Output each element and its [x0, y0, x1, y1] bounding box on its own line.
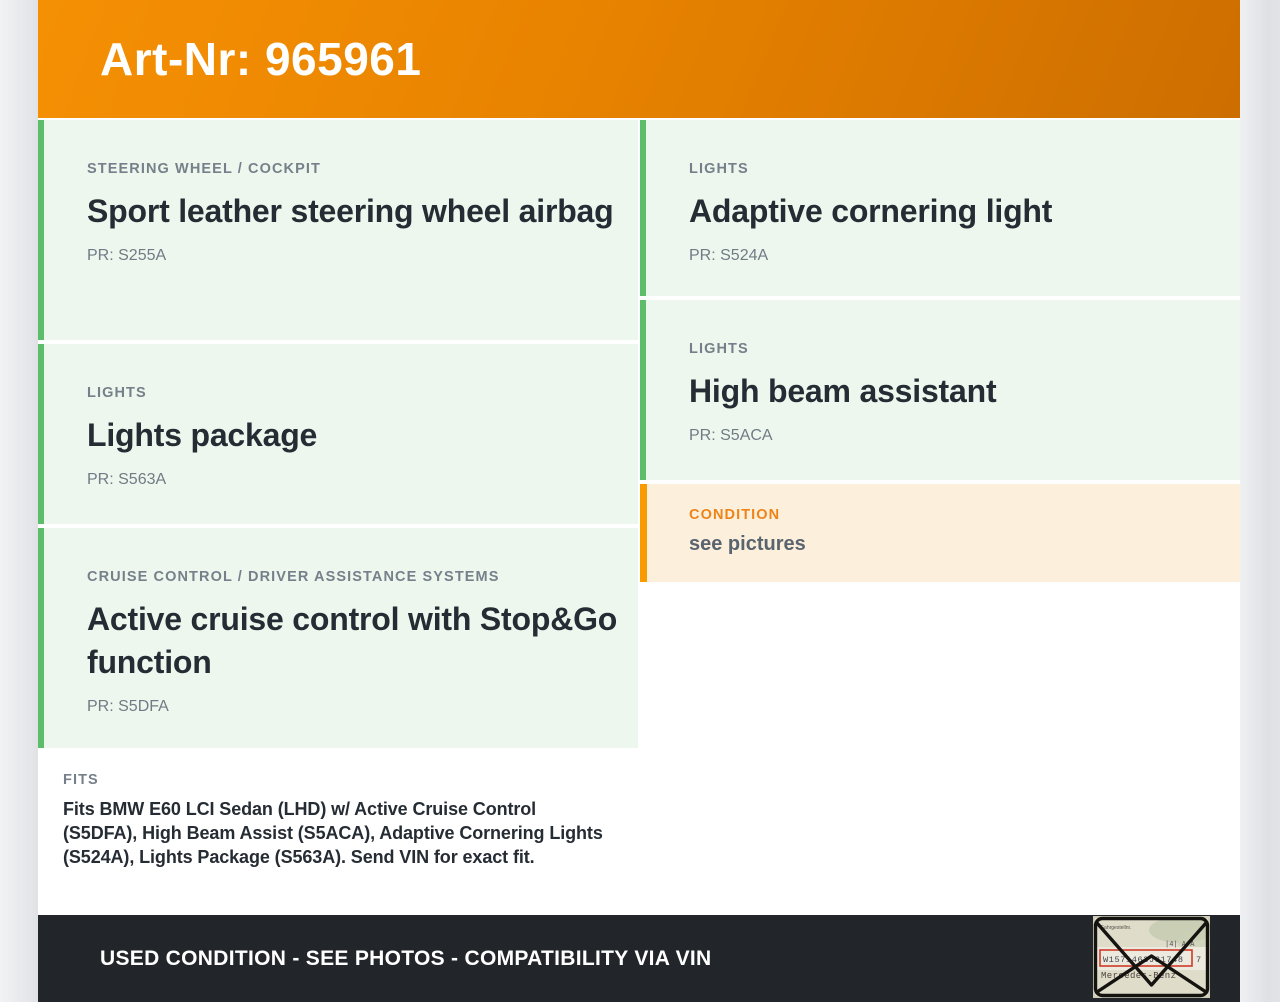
right-column	[640, 120, 1240, 915]
feature-card-cornering-light	[640, 120, 1240, 296]
fits-text: Fits BMW E60 LCI Sedan (LHD) w/ Active Cruise Control (S5DFA), High Beam Assist (S5ACA), Adaptive Cornering Lights (S524A), Lights Package (S563A). Send VIN for exact fit.	[63, 799, 603, 867]
feature-pr-code: PR: S255A	[87, 247, 167, 264]
feature-pr-code: PR: S563A	[87, 471, 167, 488]
footer-text: USED CONDITION - SEE PHOTOS - COMPATIBILITY VIA VIN	[100, 946, 712, 970]
feature-columns	[38, 118, 1240, 915]
feature-category: LIGHTS	[689, 341, 749, 357]
feature-title: High beam assistant	[689, 373, 997, 409]
vin-suffix: 7	[1196, 955, 1202, 965]
fits-label: FITS	[63, 772, 99, 788]
feature-category: CRUISE CONTROL / DRIVER ASSISTANCE SYSTEMS	[87, 569, 500, 585]
listing-page	[38, 0, 1240, 1002]
feature-card-cruise-control	[38, 528, 638, 748]
feature-card-lights-package	[38, 344, 638, 524]
page-left-margin	[0, 0, 38, 1002]
feature-category: LIGHTS	[87, 385, 147, 401]
feature-title: Active cruise control with Stop&Go function	[87, 601, 618, 680]
footer-bar	[38, 915, 1240, 1002]
feature-card-steering-wheel	[38, 120, 638, 340]
feature-title: Lights package	[87, 417, 318, 453]
vin-document-image	[1093, 916, 1210, 998]
feature-pr-code: PR: S524A	[689, 247, 769, 264]
feature-pr-code: PR: S5ACA	[689, 427, 773, 444]
condition-card	[640, 484, 1240, 582]
page-right-margin	[1240, 0, 1280, 1002]
feature-pr-code: PR: S5DFA	[87, 698, 169, 715]
feature-card-high-beam	[640, 300, 1240, 480]
brand-text: Mercedes-Benz	[1101, 971, 1177, 981]
feature-category: STEERING WHEEL / COCKPIT	[87, 161, 321, 177]
article-number-title: Art-Nr: 965961	[100, 33, 422, 85]
condition-value: see pictures	[689, 533, 806, 555]
left-column	[38, 120, 638, 915]
feature-category: LIGHTS	[689, 161, 749, 177]
condition-label: CONDITION	[689, 507, 781, 523]
vin-text: W1571463J31748	[1103, 955, 1184, 965]
document-field-label: Fahrgestellnr.	[1101, 925, 1132, 931]
document-code: |4| A/A	[1165, 941, 1195, 949]
header	[38, 0, 1240, 118]
feature-title: Adaptive cornering light	[689, 193, 1053, 229]
feature-title: Sport leather steering wheel airbag	[87, 193, 614, 229]
fits-section	[38, 752, 638, 915]
